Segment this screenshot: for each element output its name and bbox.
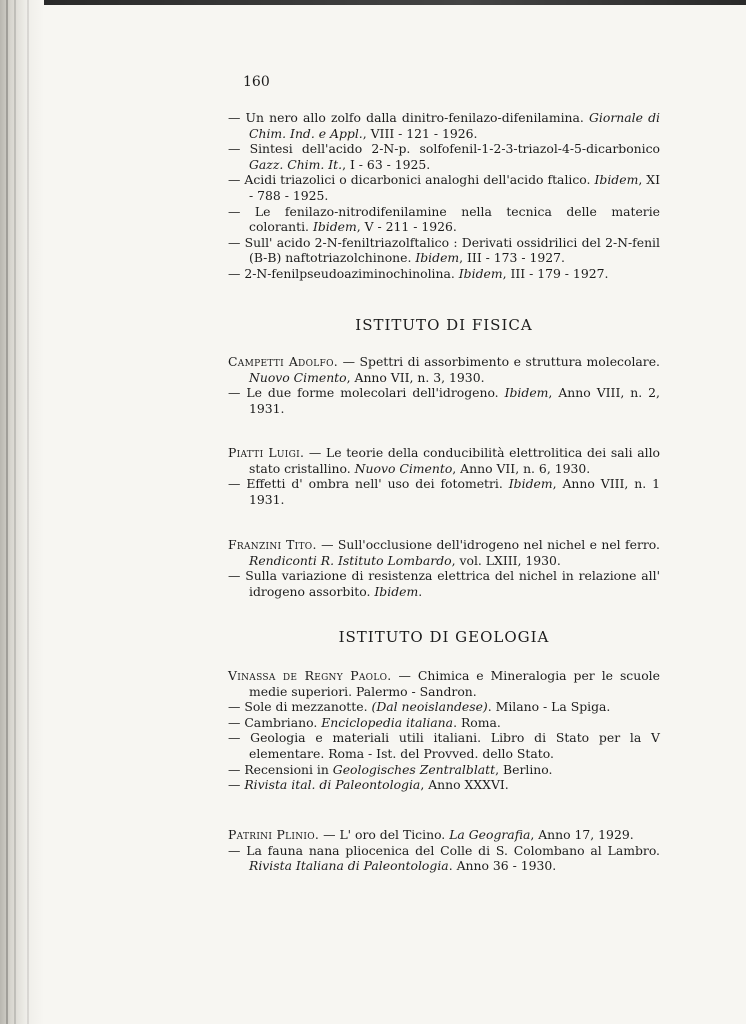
binding-line [14,0,16,1024]
author-name: Campetti Adolfo. [228,354,338,369]
scan-binding-edge [0,0,44,1024]
author-block-vinassa [228,668,660,793]
section-title-fisica: ISTITUTO DI FISICA [355,316,533,334]
page-number: 160 [243,74,270,90]
bibliography-entry: — 2-N-fenilpseudoaziminochinolina. Ibidem, III - 179 - 1927. [228,265,609,281]
author-name: Piatti Luigi. [228,445,305,460]
bibliography-entry: Franzini Tito. — Sull'occlusione dell'idrogeno nel nichel e nel ferro. Rendiconti R. Istituto Lombardo, vol. LXIII, 1930. [228,537,660,568]
author-block-franzini [228,537,660,599]
bibliography-entry: Vinassa de Regny Paolo. — Chimica e Mineralogia per le scuole medie superiori. Palermo - Sandron. [228,668,660,699]
author-block-piatti [228,445,660,507]
bibliography-entry: — Rivista ital. di Paleontologia, Anno XXXVI. [228,777,509,793]
bibliography-entry: — Effetti d' ombra nell' uso dei fotometri. Ibidem, Anno VIII, n. 1 1931. [228,476,660,507]
bibliography-entry: — La fauna nana pliocenica del Colle di S. Colombano al Lambro. Rivista Italiana di Paleontologia. Anno 36 - 1930. [228,842,660,874]
bibliography-entry: Patrini Plinio. — L' oro del Ticino. La Geografia, Anno 17, 1929. [228,827,634,842]
bibliography-entry: — Sole di mezzanotte. (Dal neoislandese). Milano - La Spiga. [228,699,611,715]
scan-top-edge [44,0,746,5]
author-name: Franzini Tito. [228,537,317,552]
bibliography-entry: — Cambriano. Enciclopedia italiana. Roma. [228,714,501,730]
bibliography-entry: — Sull' acido 2-N-feniltriazolftalico : Derivati ossidrilici del 2-N-fenil (B-B) naftotriazolchinone. Ibidem, III - 173 - 1927. [228,234,660,266]
bibliography-entry: — Sintesi dell'acido 2-N-p. solfofenil-1-2-3-triazol-4-5-dicarbonico Gazz. Chim. It., I - 63 - 1925. [228,141,660,172]
intro-bibliography [228,110,660,282]
bibliography-entry: — Sulla variazione di resistenza elettrica del nichel in relazione all' idrogeno assorbito. Ibidem. [228,568,660,599]
author-block-patrini [228,827,660,874]
bibliography-entry: — Le due forme molecolari dell'idrogeno. Ibidem, Anno VIII, n. 2, 1931. [228,385,660,416]
bibliography-entry: — Un nero allo zolfo dalla dinitro-fenilazo-difenilamina. Giornale di Chim. Ind. e Appl., VIII - 121 - 1926. [228,110,660,141]
bibliography-entry: — Recensioni in Geologisches Zentralblatt, Berlino. [228,761,553,777]
bibliography-entry: — Acidi triazolici o dicarbonici analoghi dell'acido ftalico. Ibidem, XI - 788 - 1925. [228,172,660,203]
author-name: Vinassa de Regny Paolo. [228,668,392,683]
section-title-geologia: ISTITUTO DI GEOLOGIA [338,628,550,646]
bibliography-entry: — Geologia e materiali utili italiani. Libro di Stato per la V elementare. Roma - Ist. del Provved. dello Stato. [228,730,660,761]
author-name: Patrini Plinio. [228,827,320,842]
bibliography-entry: Piatti Luigi. — Le teorie della conducibilità elettrolitica dei sali allo stato cristallino. Nuovo Cimento, Anno VII, n. 6, 1930. [228,445,660,476]
bibliography-entry: — Le fenilazo-nitrodifenilamine nella tecnica delle materie coloranti. Ibidem, V - 211 - 1926. [228,203,660,235]
bibliography-entry: Campetti Adolfo. — Spettri di assorbimento e struttura molecolare. Nuovo Cimento, Anno VII, n. 3, 1930. [228,354,660,385]
binding-line [6,0,8,1024]
author-block-campetti [228,354,660,416]
binding-line [27,0,29,1024]
